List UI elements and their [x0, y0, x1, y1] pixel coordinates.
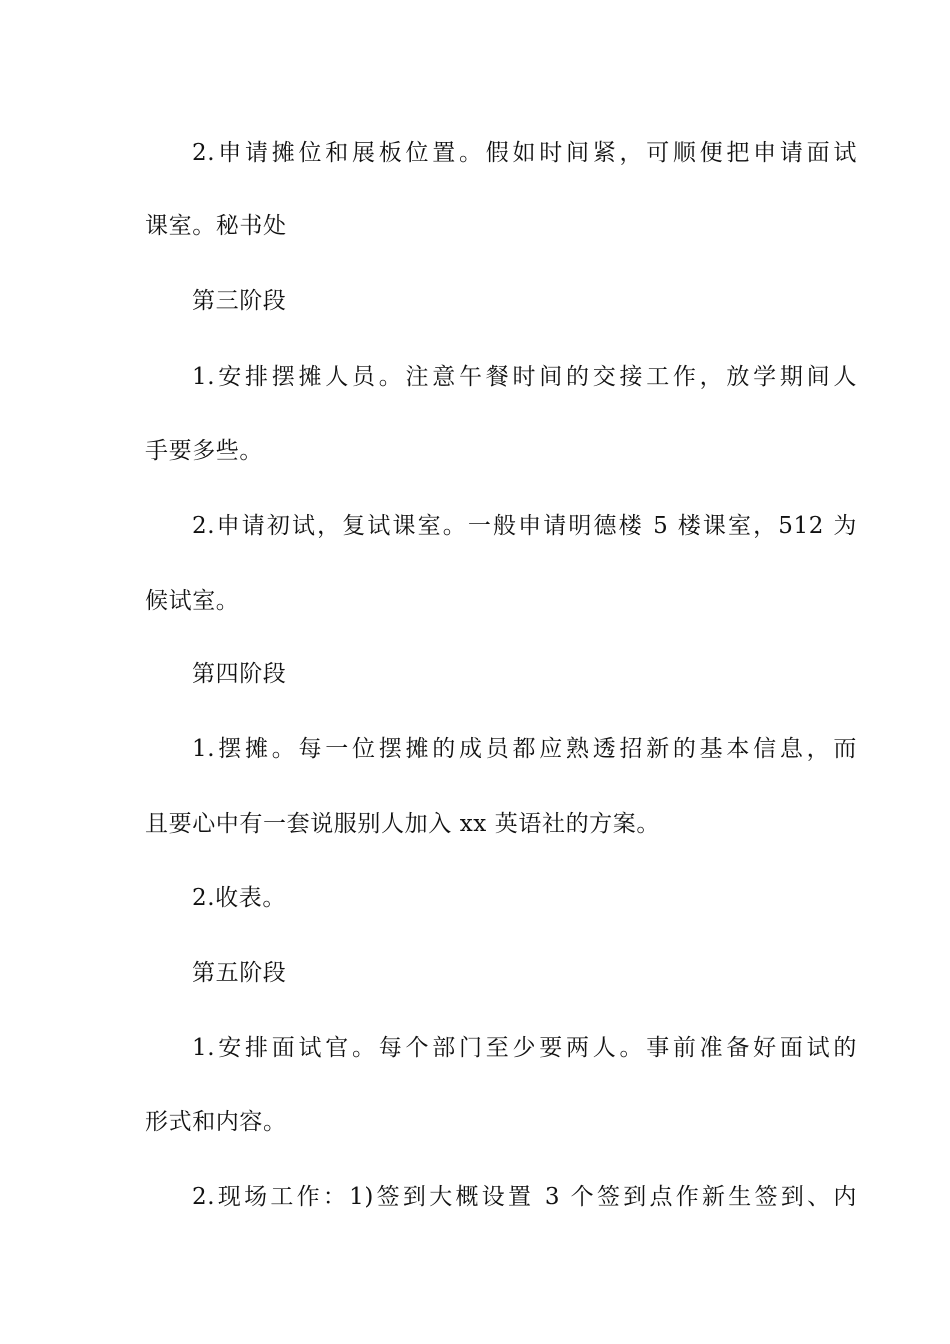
paragraph-line: 1.安排面试官。每个部门至少要两人。事前准备好面试的 [192, 1035, 857, 1061]
paragraph-line: 1.安排摆摊人员。注意午餐时间的交接工作，放学期间人 [192, 364, 857, 390]
paragraph-line: 2.申请摊位和展板位置。假如时间紧，可顺便把申请面试 [192, 140, 857, 166]
section-heading: 第三阶段 [192, 288, 287, 314]
paragraph-line: 2.申请初试，复试课室。一般申请明德楼 5 楼课室，512 为 [192, 513, 857, 539]
section-heading: 第五阶段 [192, 960, 287, 986]
paragraph-line: 1.摆摊。每一位摆摊的成员都应熟透招新的基本信息，而 [192, 736, 857, 762]
paragraph-line: 且要心中有一套说服别人加入 xx 英语社的方案。 [145, 811, 660, 837]
paragraph-line: 课室。秘书处 [145, 213, 287, 239]
paragraph-line: 2.收表。 [192, 885, 286, 911]
section-heading: 第四阶段 [192, 661, 287, 687]
paragraph-line: 形式和内容。 [145, 1109, 287, 1135]
paragraph-line: 手要多些。 [145, 438, 263, 464]
paragraph-line: 2.现场工作：1)签到大概设置 3 个签到点作新生签到、内 [192, 1184, 857, 1210]
paragraph-line: 候试室。 [145, 588, 240, 614]
